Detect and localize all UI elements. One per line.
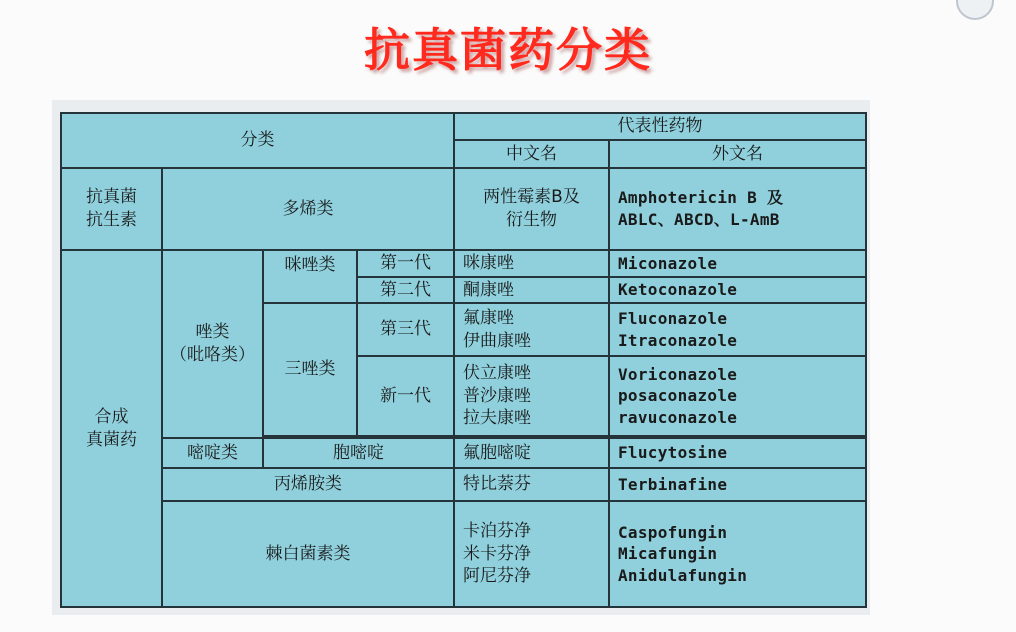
gen-new-cn-line-2: 普沙康唑 xyxy=(463,385,531,406)
echinocandins-cn-cell xyxy=(454,501,609,607)
polyenes-en-line-2: ABLC、ABCD、L-AmB xyxy=(618,210,780,229)
echinocandins-en-cell xyxy=(609,501,866,607)
header-category: 分类 xyxy=(61,113,454,168)
pyrimidines-class: 嘧啶类 xyxy=(162,438,263,468)
gen3-cn-line-2: 伊曲康唑 xyxy=(463,330,531,351)
polyenes-en-line-1: Amphotericin B 及 xyxy=(618,188,784,208)
imidazoles-class: 咪唑类 xyxy=(263,250,357,303)
gen-new-en-line-3: ravuconazole xyxy=(618,407,738,427)
header-chinese-name: 中文名 xyxy=(454,140,609,168)
gen3-cn-cell xyxy=(454,303,609,356)
echinocandins-en-line-2: Micafungin xyxy=(618,544,718,564)
echinocandins-class: 棘白菌素类 xyxy=(162,501,454,607)
gen3-cn-line-1: 氟康唑 xyxy=(463,307,514,328)
pyrimidines-sub: 胞嘧啶 xyxy=(263,438,454,468)
gen2-en: Ketoconazole xyxy=(609,277,866,303)
gen3-en-line-2: Itraconazole xyxy=(618,330,738,350)
allylamines-class: 丙烯胺类 xyxy=(162,468,454,501)
polyenes-class: 多烯类 xyxy=(162,168,454,250)
gen-new-en-line-2: posaconazole xyxy=(618,386,738,406)
allylamines-en: Terbinafine xyxy=(609,468,866,501)
echinocandins-cn-line-1: 卡泊芬净 xyxy=(463,520,531,541)
antifungal-classification-table xyxy=(60,112,867,608)
pyrimidines-en: Flucytosine xyxy=(609,438,866,468)
pyrimidines-cn: 氟胞嘧啶 xyxy=(454,438,609,468)
gen-new-en-cell xyxy=(609,356,866,436)
allylamines-cn: 特比萘芬 xyxy=(454,468,609,501)
gen3-en-cell xyxy=(609,303,866,356)
gen-new-en-line-1: Voriconazole xyxy=(618,364,738,384)
polyenes-cn-cell xyxy=(454,168,609,250)
gen-new-cn-cell xyxy=(454,356,609,436)
gen1-cn: 咪康唑 xyxy=(454,250,609,277)
gen3-en-line-1: Fluconazole xyxy=(618,308,728,328)
polyenes-cn-line-1: 两性霉素B及 xyxy=(483,187,580,208)
triazoles-class: 三唑类 xyxy=(263,303,357,436)
synthetic-group-line-1: 合成 xyxy=(94,406,129,427)
azoles-line-1: 唑类 xyxy=(195,322,230,343)
echinocandins-cn-line-2: 米卡芬净 xyxy=(463,543,531,564)
gen2-cn: 酮康唑 xyxy=(454,277,609,303)
antibiotics-group-line-2: 抗生素 xyxy=(86,210,137,230)
gen1-label: 第一代 xyxy=(357,250,454,277)
synthetic-group-cell xyxy=(61,250,162,607)
echinocandins-en-line-3: Anidulafungin xyxy=(618,565,748,585)
gen2-label: 第二代 xyxy=(357,277,454,303)
synthetic-group-line-2: 真菌药 xyxy=(86,429,137,450)
echinocandins-cn-line-3: 阿尼芬净 xyxy=(463,566,531,587)
header-representative: 代表性药物 xyxy=(454,113,866,140)
slide-title: 抗真菌药分类 xyxy=(364,23,652,77)
gen1-en: Miconazole xyxy=(609,250,866,277)
gen-new-cn-line-3: 拉夫康唑 xyxy=(463,408,531,429)
azoles-line-2: （吡咯类） xyxy=(170,345,255,365)
antibiotics-group-cell xyxy=(61,168,162,250)
polyenes-en-cell xyxy=(609,168,866,250)
header-foreign-name: 外文名 xyxy=(609,140,866,168)
gen-new-label: 新一代 xyxy=(357,356,454,436)
gen-new-cn-line-1: 伏立康唑 xyxy=(463,362,531,383)
antibiotics-group-line-1: 抗真菌 xyxy=(86,187,137,208)
gen3-label: 第三代 xyxy=(357,303,454,356)
azoles-cell xyxy=(162,250,263,438)
polyenes-cn-line-2: 衍生物 xyxy=(506,210,557,230)
echinocandins-en-line-1: Caspofungin xyxy=(618,522,728,542)
